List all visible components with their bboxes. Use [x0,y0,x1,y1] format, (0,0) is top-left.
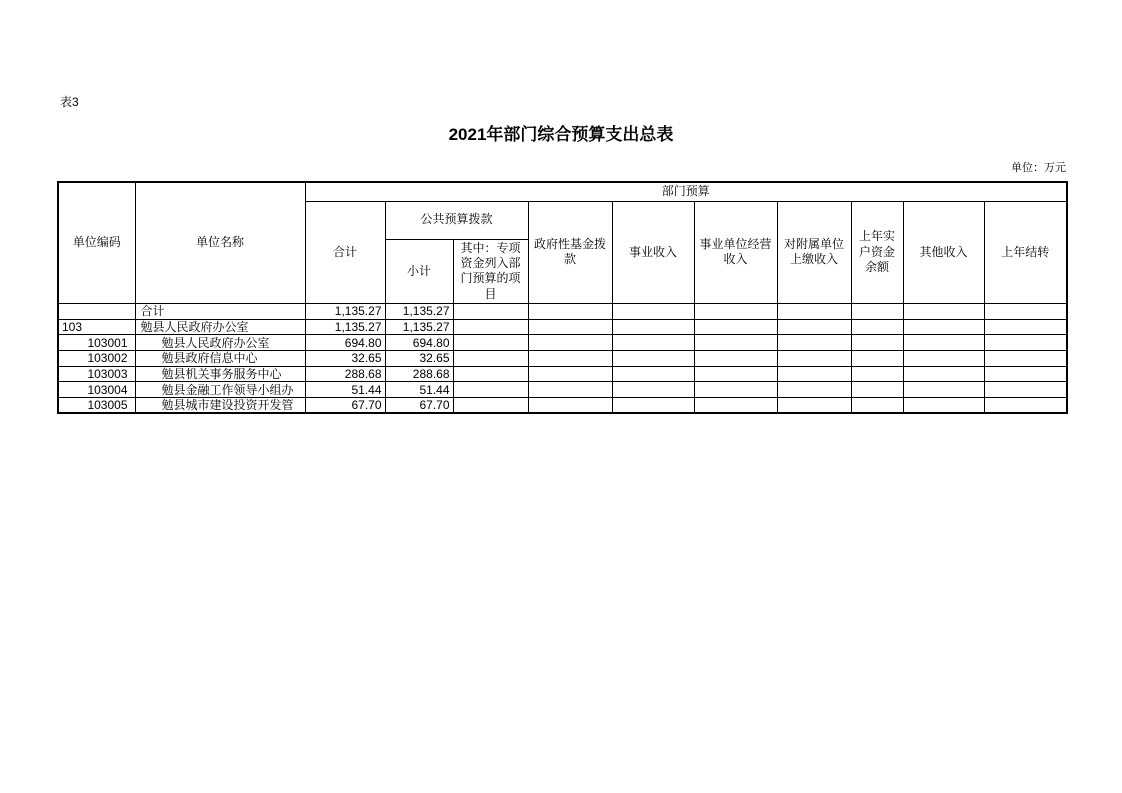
empty-cell [453,335,528,351]
empty-cell [453,319,528,335]
empty-cell [528,366,612,382]
empty-cell [984,398,1067,414]
empty-cell [612,319,694,335]
col-header-prev-year-balance: 上年实户资金余额 [851,201,903,303]
subtotal-cell: 1,135.27 [385,303,453,319]
col-header-unit-code: 单位编码 [58,182,135,303]
empty-cell [984,335,1067,351]
empty-cell [984,382,1067,398]
empty-cell [984,319,1067,335]
empty-cell [612,382,694,398]
empty-cell [453,303,528,319]
total-cell: 32.65 [305,351,385,367]
table-row-subunit [58,382,1067,398]
col-header-gov-fund: 政府性基金拨款 [528,201,612,303]
empty-cell [777,351,851,367]
unit-name-cell: 勉县人民政府办公室 [135,335,305,351]
empty-cell [851,319,903,335]
unit-code-cell: 103001 [58,335,135,351]
empty-cell [694,366,777,382]
empty-cell [453,398,528,414]
col-header-operating-income: 事业单位经营收入 [694,201,777,303]
empty-cell [528,351,612,367]
col-header-dept-budget: 部门预算 [305,182,1067,201]
empty-cell [984,303,1067,319]
subtotal-cell: 32.65 [385,351,453,367]
empty-cell [528,303,612,319]
col-header-other-income: 其他收入 [903,201,984,303]
unit-name-cell: 合计 [135,303,305,319]
total-cell: 288.68 [305,366,385,382]
total-cell: 67.70 [305,398,385,414]
empty-cell [851,382,903,398]
unit-name-cell: 勉县金融工作领导小组办 [135,382,305,398]
unit-code-cell: 103002 [58,351,135,367]
col-header-affiliated-income: 对附属单位上缴收入 [777,201,851,303]
empty-cell [453,351,528,367]
empty-cell [777,366,851,382]
empty-cell [903,335,984,351]
empty-cell [612,351,694,367]
empty-cell [694,351,777,367]
table-label: 表3 [60,95,79,109]
empty-cell [777,335,851,351]
empty-cell [528,382,612,398]
empty-cell [903,351,984,367]
total-cell: 1,135.27 [305,303,385,319]
empty-cell [694,382,777,398]
empty-cell [777,303,851,319]
budget-expenditure-table [57,181,1068,414]
table-row-grand-total [58,303,1067,319]
empty-cell [612,335,694,351]
col-header-public-budget: 公共预算拨款 [385,201,528,239]
empty-cell [851,366,903,382]
empty-cell [903,398,984,414]
empty-cell [694,335,777,351]
unit-code-cell: 103 [58,319,135,335]
total-cell: 51.44 [305,382,385,398]
unit-note: 单位：万元 [1011,162,1066,174]
empty-cell [528,319,612,335]
empty-cell [851,303,903,319]
empty-cell [903,303,984,319]
col-header-prev-year-carryover: 上年结转 [984,201,1067,303]
unit-code-cell: 103005 [58,398,135,414]
unit-code-cell [58,303,135,319]
empty-cell [984,366,1067,382]
table-row-subunit [58,366,1067,382]
empty-cell [528,335,612,351]
total-cell: 694.80 [305,335,385,351]
empty-cell [694,303,777,319]
table-row-subunit [58,335,1067,351]
subtotal-cell: 1,135.27 [385,319,453,335]
col-header-unit-name: 单位名称 [135,182,305,303]
empty-cell [612,398,694,414]
empty-cell [777,382,851,398]
subtotal-cell: 694.80 [385,335,453,351]
subtotal-cell: 67.70 [385,398,453,414]
col-header-special-funds: 其中：专项资金列入部门预算的项目 [453,239,528,303]
table-row-subunit [58,351,1067,367]
empty-cell [694,319,777,335]
unit-code-cell: 103003 [58,366,135,382]
empty-cell [453,366,528,382]
empty-cell [903,366,984,382]
header-row-1 [58,182,1067,201]
unit-name-cell: 勉县机关事务服务中心 [135,366,305,382]
empty-cell [528,398,612,414]
empty-cell [851,335,903,351]
empty-cell [777,398,851,414]
table-row-department [58,319,1067,335]
subtotal-cell: 288.68 [385,366,453,382]
empty-cell [612,366,694,382]
empty-cell [453,382,528,398]
empty-cell [612,303,694,319]
empty-cell [903,319,984,335]
col-header-business-income: 事业收入 [612,201,694,303]
unit-code-cell: 103004 [58,382,135,398]
empty-cell [984,351,1067,367]
unit-name-cell: 勉县人民政府办公室 [135,319,305,335]
empty-cell [694,398,777,414]
col-header-total: 合计 [305,201,385,303]
col-header-subtotal: 小计 [385,239,453,303]
empty-cell [777,319,851,335]
unit-name-cell: 勉县城市建设投资开发管 [135,398,305,414]
table-row-subunit [58,398,1067,414]
subtotal-cell: 51.44 [385,382,453,398]
total-cell: 1,135.27 [305,319,385,335]
empty-cell [851,351,903,367]
empty-cell [903,382,984,398]
unit-name-cell: 勉县政府信息中心 [135,351,305,367]
empty-cell [851,398,903,414]
page-title: 2021年部门综合预算支出总表 [448,125,674,144]
